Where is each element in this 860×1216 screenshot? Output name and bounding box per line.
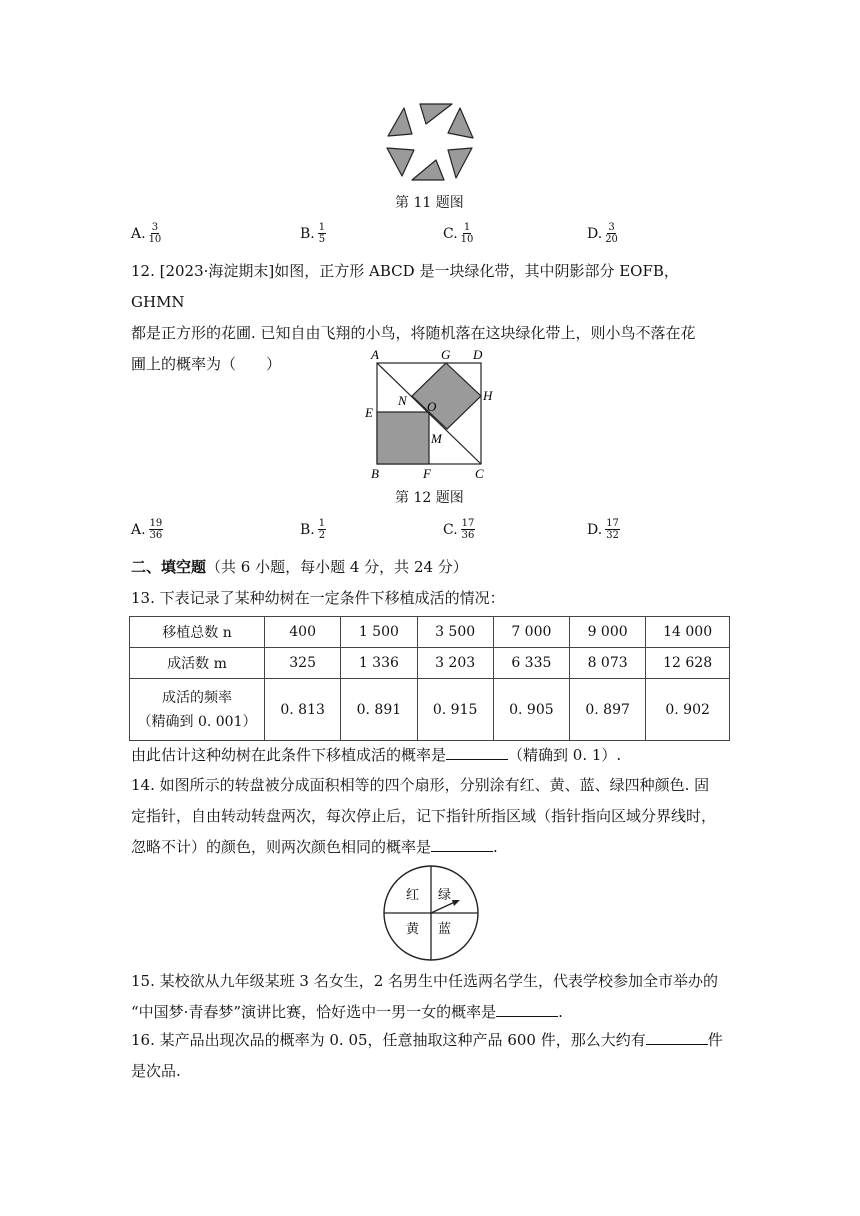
spinner-pointer-head xyxy=(452,900,460,906)
row-label-line-1: 成活的频率 xyxy=(162,689,232,706)
shaded-square-eofb xyxy=(377,412,429,464)
q11-option-c[interactable]: C. $\frac{1}{10}$ xyxy=(443,222,474,245)
pinwheel-triangle xyxy=(448,108,473,138)
q11-option-d[interactable]: D. $\frac{3}{20}$ xyxy=(587,222,618,245)
question-14 xyxy=(131,770,731,863)
pinwheel-triangle xyxy=(420,104,452,124)
table-cell: 3 500 xyxy=(417,617,493,648)
sector-green-label: 绿 xyxy=(438,887,452,902)
table-row-label: 成活数 m xyxy=(130,648,265,679)
label-f: F xyxy=(423,466,431,481)
sector-yellow-label: 黄 xyxy=(406,921,420,936)
q14-line-3: 忽略不计）的颜色，则两次颜色相同的概率是 . xyxy=(131,838,498,856)
label-n: N xyxy=(398,393,407,408)
q11-option-b[interactable]: B. $\frac{1}{5}$ xyxy=(300,222,326,245)
label-a: A xyxy=(371,347,379,362)
q11-options xyxy=(131,222,731,250)
table-cell: 1 500 xyxy=(341,617,417,648)
spinner-figure xyxy=(381,863,481,963)
q14-line-2: 定指针，自由转动转盘两次，每次停止后，记下指针所指区域（指针指向区域分界线时， xyxy=(131,807,717,825)
figure-12-caption: 第 12 题图 xyxy=(395,490,464,506)
q16-line-1: 16. 某产品出现次品的概率为 0. 05，任意抽取这种产品 600 件，那么大约有 件 xyxy=(131,1031,723,1049)
q13-table xyxy=(129,616,730,741)
table-cell: 0. 813 xyxy=(265,679,341,741)
pinwheel-triangle xyxy=(387,148,414,176)
q12-options xyxy=(131,518,731,546)
q15-line-1: 15. 某校欲从九年级某班 3 名女生，2 名男生中任选两名学生，代表学校参加全市举办的 xyxy=(131,972,719,990)
label-h: H xyxy=(483,388,493,403)
label-g: G xyxy=(441,347,451,362)
pinwheel-triangle xyxy=(448,148,472,178)
question-15 xyxy=(131,966,731,1028)
table-row-label: 移植总数 n xyxy=(130,617,265,648)
q12-line-3: 圃上的概率为（ ） xyxy=(131,355,282,373)
figure-11-caption: 第 11 题图 xyxy=(395,195,464,211)
table-row xyxy=(130,679,730,741)
q12-option-b[interactable]: B. $\frac{1}{2}$ xyxy=(300,518,326,541)
answer-blank[interactable] xyxy=(431,837,493,852)
table-row xyxy=(130,648,730,679)
table-row-label xyxy=(130,679,265,741)
pinwheel-triangle xyxy=(412,160,444,180)
table-cell: 325 xyxy=(265,648,341,679)
q12-option-d[interactable]: D. $\frac{17}{32}$ xyxy=(587,518,619,541)
figure-11-pinwheel xyxy=(380,100,480,184)
answer-blank[interactable] xyxy=(496,1002,558,1017)
q12-option-c[interactable]: C. $\frac{17}{36}$ xyxy=(443,518,475,541)
table-cell: 12 628 xyxy=(646,648,730,679)
table-cell: 3 203 xyxy=(417,648,493,679)
label-o: O xyxy=(427,399,437,414)
answer-blank[interactable] xyxy=(646,1030,708,1045)
table-cell: 0. 891 xyxy=(341,679,417,741)
table-cell: 0. 915 xyxy=(417,679,493,741)
table-cell: 9 000 xyxy=(570,617,646,648)
table-cell: 400 xyxy=(265,617,341,648)
table-cell: 6 335 xyxy=(493,648,569,679)
table-cell: 14 000 xyxy=(646,617,730,648)
q12-line-1: 12. [2023·海淀期末]如图，正方形 ABCD 是一块绿化带，其中阴影部分 EOFB，GHMN xyxy=(131,262,679,311)
table-cell: 8 073 xyxy=(570,648,646,679)
table-cell: 0. 902 xyxy=(646,679,730,741)
q15-line-2: “中国梦·青春梦”演讲比赛，恰好选中一男一女的概率是 . xyxy=(131,1003,563,1021)
q13-after: 由此估计这种幼树在此条件下移植成活的概率是 （精确到 0. 1）. xyxy=(131,746,622,764)
q12-line-2: 都是正方形的花圃. 已知自由飞翔的小鸟，将随机落在这块绿化带上，则小鸟不落在花 xyxy=(131,324,696,342)
label-e: E xyxy=(365,405,373,420)
section-heading xyxy=(131,556,468,577)
section-title: 二、填空题 xyxy=(131,558,207,576)
figure-12-square xyxy=(365,344,500,482)
table-cell: 1 336 xyxy=(341,648,417,679)
label-m: M xyxy=(431,431,442,446)
answer-blank[interactable] xyxy=(446,745,508,760)
label-c: C xyxy=(475,466,484,481)
q11-option-a[interactable]: A. $\frac{3}{10}$ xyxy=(131,222,162,245)
sector-red-label: 红 xyxy=(406,887,420,902)
q14-line-1: 14. 如图所示的转盘被分成面积相等的四个扇形，分别涂有红、黄、蓝、绿四种颜色. 固 xyxy=(131,776,710,794)
section-note: （共 6 小题，每小题 4 分，共 24 分） xyxy=(206,558,468,576)
table-cell: 0. 905 xyxy=(493,679,569,741)
question-16 xyxy=(131,1025,731,1087)
q12-option-a[interactable]: A. $\frac{19}{36}$ xyxy=(131,518,163,541)
q13-intro: 13. 下表记录了某种幼树在一定条件下移植成活的情况： xyxy=(131,589,505,607)
table-cell: 0. 897 xyxy=(570,679,646,741)
table-cell: 7 000 xyxy=(493,617,569,648)
label-b: B xyxy=(371,466,379,481)
table-row xyxy=(130,617,730,648)
q16-line-2: 是次品. xyxy=(131,1062,181,1080)
sector-blue-label: 蓝 xyxy=(438,921,452,936)
pinwheel-triangle xyxy=(388,108,412,136)
row-label-line-2: （精确到 0. 001） xyxy=(137,713,257,730)
label-d: D xyxy=(473,347,483,362)
